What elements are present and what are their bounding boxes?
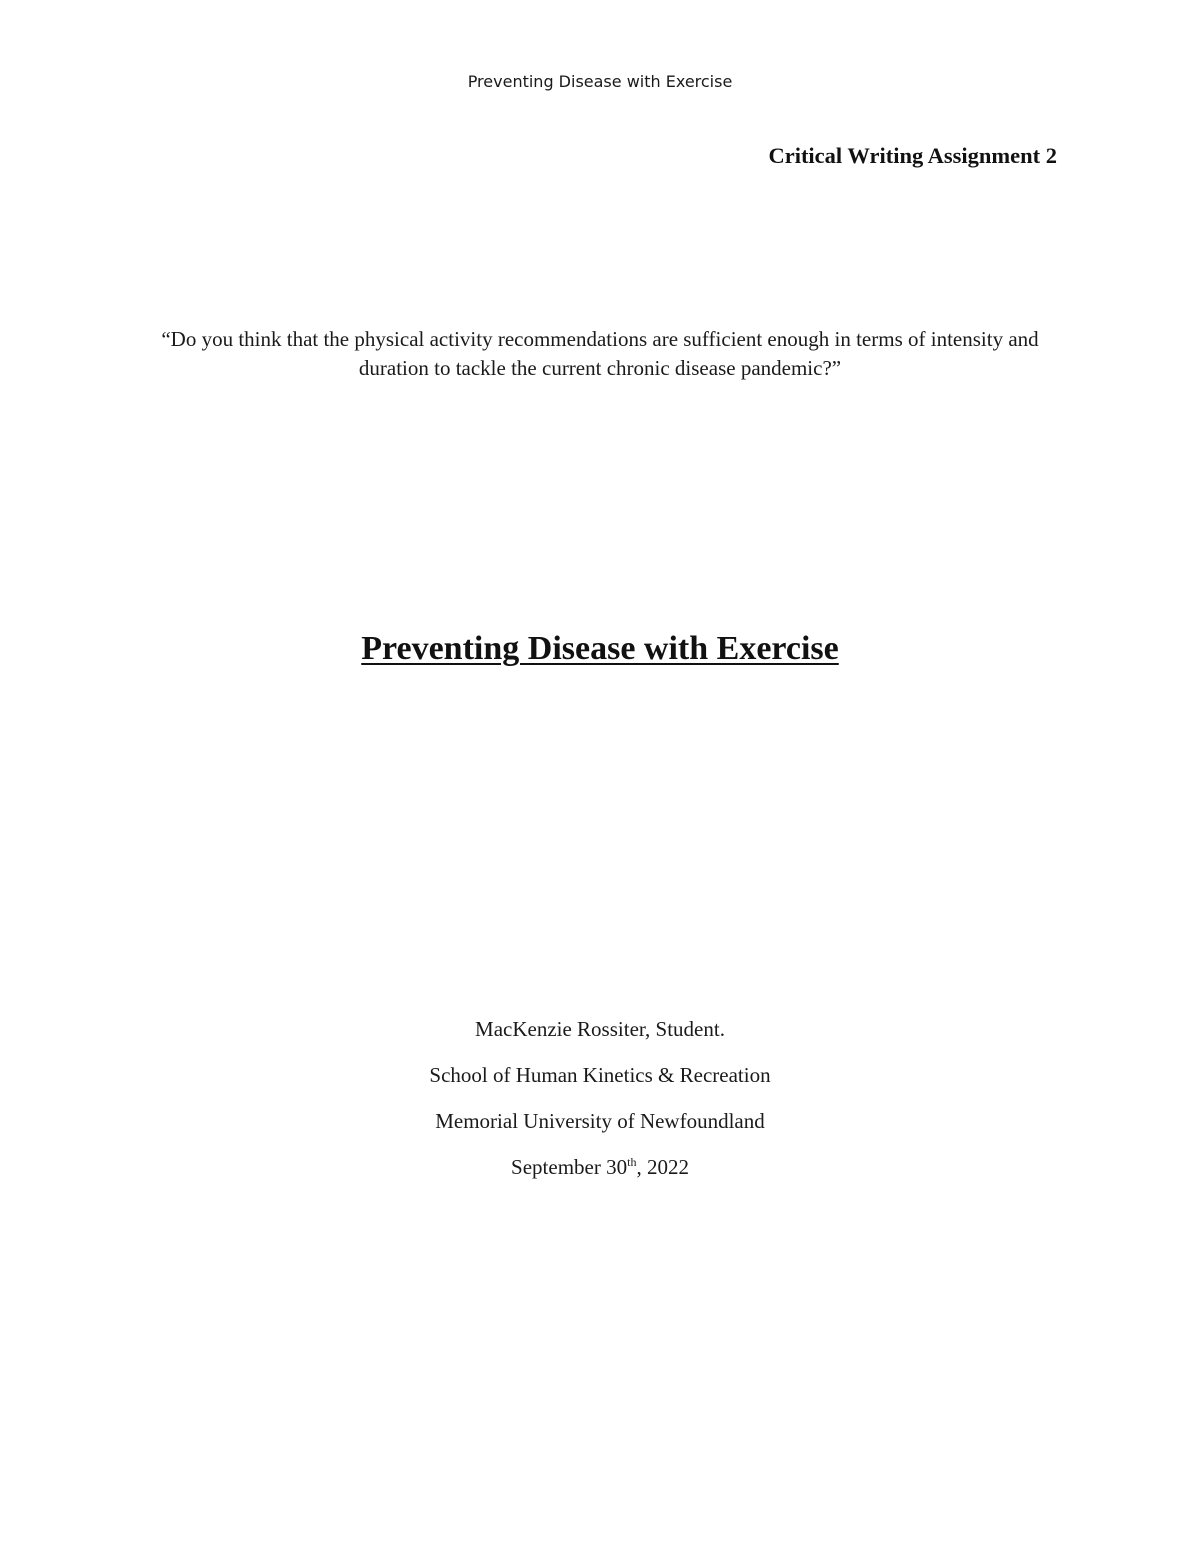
essay-question: “Do you think that the physical activity recommendations are sufficient enough in terms of intensity and duration to tackle the current chronic disease pandemic?” [161,327,1039,380]
running-header: Preventing Disease with Exercise [467,72,733,91]
date-prefix: September 30 [511,1155,628,1179]
author-block [0,1014,1200,1198]
author-name: MacKenzie Rossiter, Student. [475,1017,725,1041]
document-title: Preventing Disease with Exercise [361,630,839,667]
author-university: Memorial University of Newfoundland [435,1109,765,1133]
assignment-label: Critical Writing Assignment 2 [768,143,1057,168]
date-ordinal-suffix: th [627,1155,637,1169]
submission-date [0,1152,1200,1198]
author-school: School of Human Kinetics & Recreation [429,1063,771,1087]
date-year: , 2022 [636,1155,689,1179]
